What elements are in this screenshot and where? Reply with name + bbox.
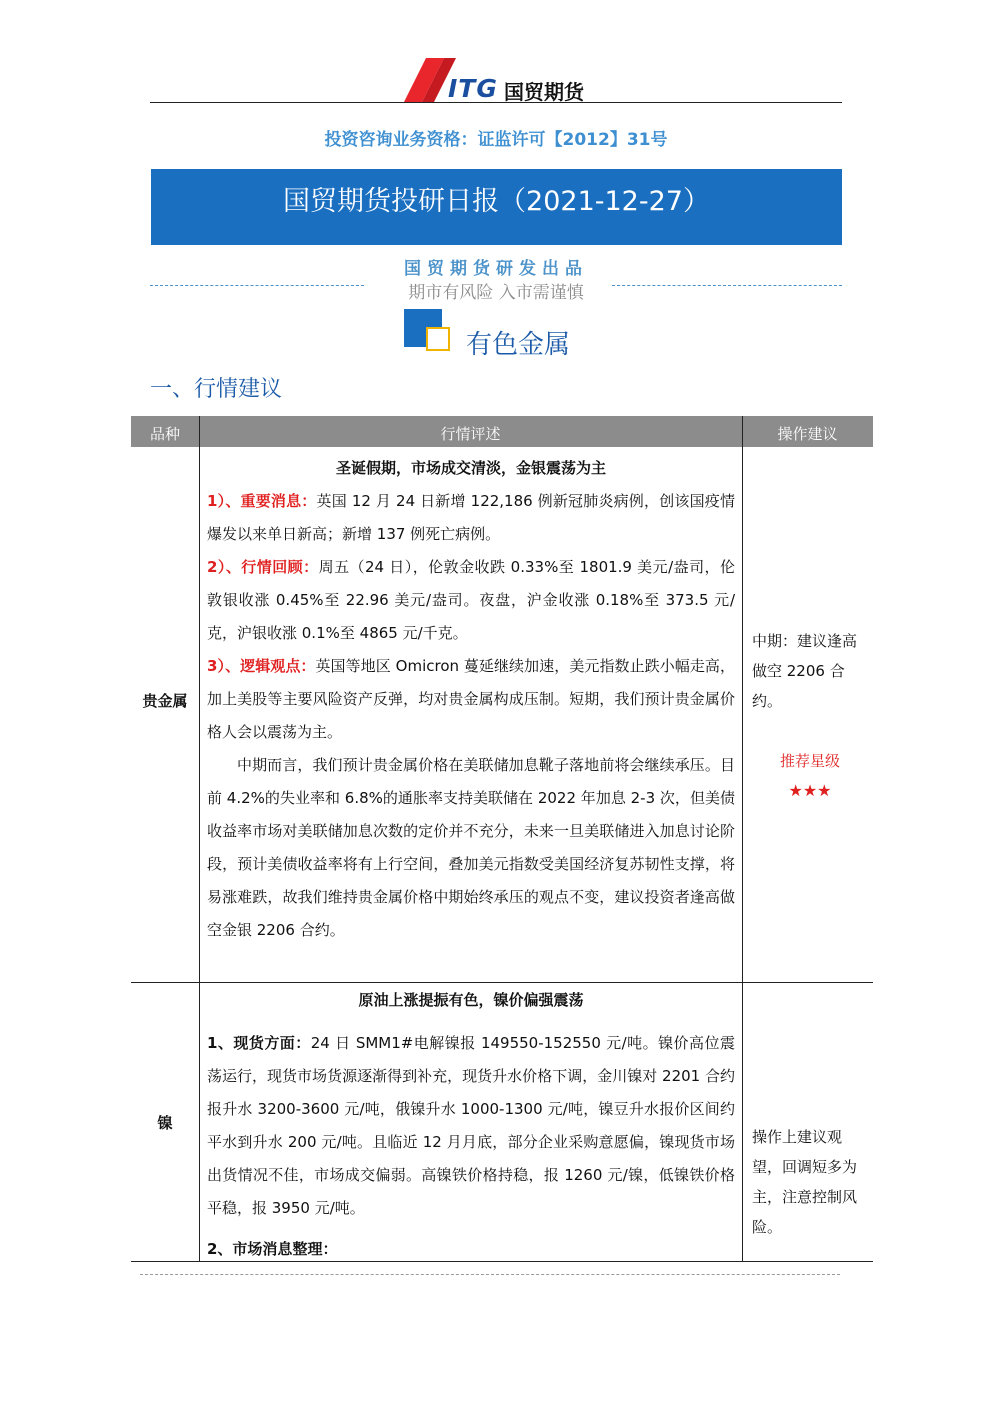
row-commentary bbox=[207, 452, 735, 947]
paragraph-label: 1、现货方面： bbox=[207, 1034, 311, 1052]
logo-latin: ITG bbox=[448, 74, 498, 103]
row-title: 圣诞假期，市场成交清淡，金银震荡为主 bbox=[335, 459, 606, 477]
paragraph bbox=[207, 1027, 735, 1225]
qualification-line: 投资咨询业务资格：证监许可【2012】31号 bbox=[324, 130, 668, 150]
banner-title: 国贸期货投研日报（2021-12-27） bbox=[283, 186, 710, 217]
advice-text: 中期：建议逢高做空 2206 合约。 bbox=[752, 632, 858, 710]
report-banner bbox=[151, 169, 842, 245]
paragraph-text: 英国 12 月 24 日新增 122,186 例新冠肺炎病例，创该国疫情爆发以来单日新高；新增 137 例死亡病例。 bbox=[207, 492, 735, 543]
paragraph bbox=[207, 650, 735, 749]
row-commentary bbox=[207, 984, 735, 1266]
paragraph-text: 24 日 SMM1#电解镍报 149550-152550 元/吨。镍价高位震荡运行，现货市场货源逐渐得到补充，现货升水价格下调，金川镍对 2201 合约报升水 3200-3600 元/吨，俄镍升水 1000-1300 元/吨，镍豆升水报价区间约平水到升水 200 元/吨。且临近 12 月月底，部分企业采购意愿偏，镍现货市场出货情况不佳，市场成交偏弱。高镍铁价格持稳，报 1260 元/镍，低镍铁价格平稳，报 3950 元/吨。 bbox=[207, 1034, 735, 1217]
logo-chinese: 国贸期货 bbox=[504, 80, 584, 104]
paragraph bbox=[207, 485, 735, 551]
row-name-precious-metals: 贵金属 bbox=[142, 692, 188, 710]
paragraph bbox=[207, 551, 735, 650]
recommendation-table bbox=[131, 416, 873, 1262]
paragraph-label: 2）、行情回顾： bbox=[207, 558, 319, 576]
publisher-line: 国贸期货研发出品 bbox=[404, 259, 588, 279]
header-rule bbox=[150, 102, 842, 103]
header-commentary: 行情评述 bbox=[440, 425, 501, 443]
row-divider bbox=[131, 982, 873, 983]
section-title: 有色金属 bbox=[466, 330, 571, 360]
row-title: 原油上涨提振有色，镍价偏强震荡 bbox=[358, 991, 584, 1009]
row-advice bbox=[752, 1122, 868, 1242]
company-logo bbox=[404, 58, 594, 102]
grid-line bbox=[199, 416, 200, 1262]
paragraph-label: 1）、重要消息： bbox=[207, 492, 317, 510]
paragraph-text: 周五（24 日），伦敦金收跌 0.33%至 1801.9 美元/盎司，伦敦银收涨 0.45%至 22.96 美元/盎司。夜盘，沪金收涨 0.18%至 373.5 元/克，沪银收涨 0.1%至 4865 元/千克。 bbox=[207, 558, 735, 642]
paragraph-text: 英国等地区 Omicron 蔓延继续加速，美元指数止跌小幅走高，加上美股等主要风险资产反弹，均对贵金属构成压制。短期，我们预计贵金属价格人会以震荡为主。 bbox=[207, 657, 735, 741]
section-heading: 一、行情建议 bbox=[150, 377, 283, 402]
rating-stars-icon: ★★★ bbox=[788, 781, 832, 800]
advice-text: 操作上建议观望，回调短多为主，注意控制风险。 bbox=[752, 1128, 858, 1236]
grid-line bbox=[742, 416, 743, 1262]
section-marker-frame bbox=[426, 327, 450, 351]
paragraph-label: 3）、逻辑观点： bbox=[207, 657, 316, 675]
paragraph-text: 中期而言，我们预计贵金属价格在美联储加息靴子落地前将会继续承压。目前 4.2%的失业率和 6.8%的通胀率支持美联储在 2022 年加息 2-3 次，但美债收益率市场对美联储加息次数的定价并不充分，未来一旦美联储进入加息讨论阶段，预计美债收益率将有上行空间，叠加美元指数受美国经济复苏韧性支撑，将易涨难跌，故我们维持贵金属价格中期始终承压的观点不变，建议投资者逢高做空金银 2206 合约。 bbox=[207, 756, 735, 939]
rating-label: 推荐星级 bbox=[779, 752, 840, 770]
risk-notice: 期市有风险 入市需谨慎 bbox=[408, 283, 584, 303]
footer-divider bbox=[140, 1274, 840, 1275]
paragraph-label: 2、市场消息整理： bbox=[207, 1240, 338, 1258]
row-name-nickel: 镍 bbox=[157, 1114, 173, 1132]
row-advice bbox=[752, 626, 868, 806]
header-variety: 品种 bbox=[149, 425, 180, 443]
header-advice: 操作建议 bbox=[777, 425, 838, 443]
